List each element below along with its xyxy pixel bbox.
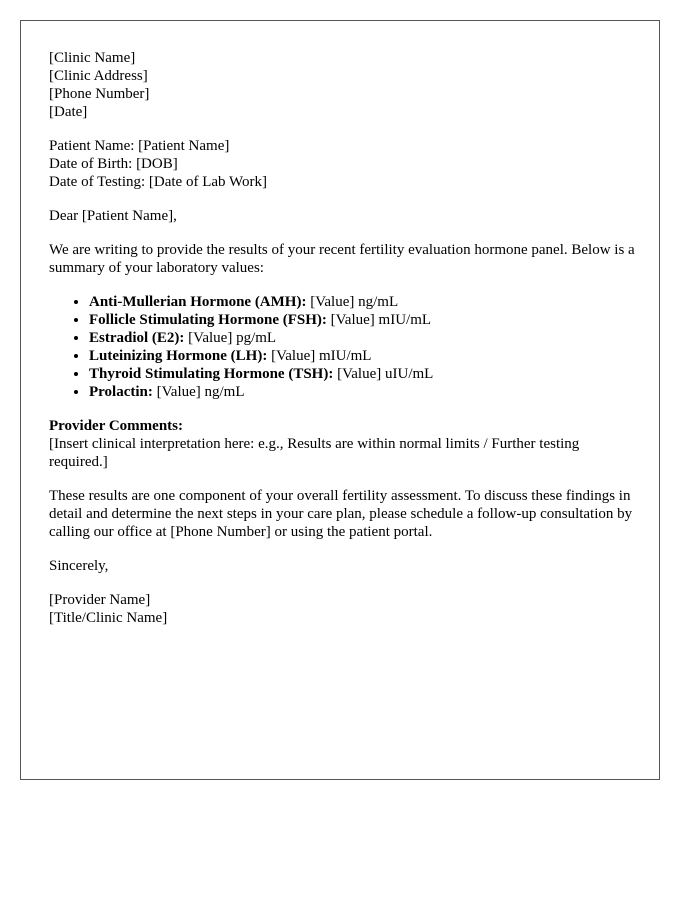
clinic-name: [Clinic Name] — [49, 50, 136, 66]
lab-value: [Value] mIU/mL — [267, 348, 372, 364]
provider-name: [Provider Name] — [49, 592, 151, 608]
letter-date: [Date] — [49, 104, 88, 120]
lab-value: [Value] ng/mL — [306, 294, 399, 310]
lab-item-e2 — [89, 329, 635, 347]
lab-value: [Value] pg/mL — [184, 330, 277, 346]
comments-heading: Provider Comments: — [49, 418, 184, 434]
lab-item-amh — [89, 293, 635, 311]
lab-item-fsh — [89, 311, 635, 329]
clinic-address: [Clinic Address] — [49, 68, 148, 84]
lab-value: [Value] uIU/mL — [333, 366, 434, 382]
patient-info — [49, 137, 635, 191]
comments-text: [Insert clinical interpretation here: e.g., Results are within normal limits / Further testing required.] — [49, 436, 580, 470]
lab-item-prolactin — [89, 383, 635, 401]
lab-label: Thyroid Stimulating Hormone (TSH): — [89, 366, 334, 382]
letter-page — [20, 20, 660, 780]
lab-label: Estradiol (E2): — [89, 330, 185, 346]
lab-label: Anti-Mullerian Hormone (AMH): — [89, 294, 307, 310]
lab-label: Prolactin: — [89, 384, 153, 400]
letter-content — [49, 49, 635, 627]
lab-results-list — [49, 293, 635, 401]
lab-value: [Value] mIU/mL — [326, 312, 432, 328]
testing-date: Date of Testing: [Date of Lab Work] — [49, 174, 267, 190]
lab-label: Luteinizing Hormone (LH): — [89, 348, 268, 364]
intro-paragraph: We are writing to provide the results of your recent fertility evaluation hormone panel. Below is a summary of your laboratory values: — [49, 242, 635, 276]
lab-item-tsh — [89, 365, 635, 383]
patient-name: Patient Name: [Patient Name] — [49, 138, 230, 154]
clinic-header — [49, 49, 635, 121]
lab-label: Follicle Stimulating Hormone (FSH): — [89, 312, 327, 328]
signoff: Sincerely, — [49, 558, 109, 574]
patient-dob: Date of Birth: [DOB] — [49, 156, 178, 172]
provider-title: [Title/Clinic Name] — [49, 610, 168, 626]
provider-comments — [49, 417, 635, 471]
lab-item-lh — [89, 347, 635, 365]
signature-block — [49, 591, 635, 627]
salutation: Dear [Patient Name], — [49, 208, 177, 224]
lab-value: [Value] ng/mL — [152, 384, 245, 400]
closing-paragraph: These results are one component of your overall fertility assessment. To discuss these findings in detail and determine the next steps in your care plan, please schedule a follow-up consultation by calling our office at [Phone Number] or using the patient portal. — [49, 488, 633, 540]
clinic-phone: [Phone Number] — [49, 86, 150, 102]
